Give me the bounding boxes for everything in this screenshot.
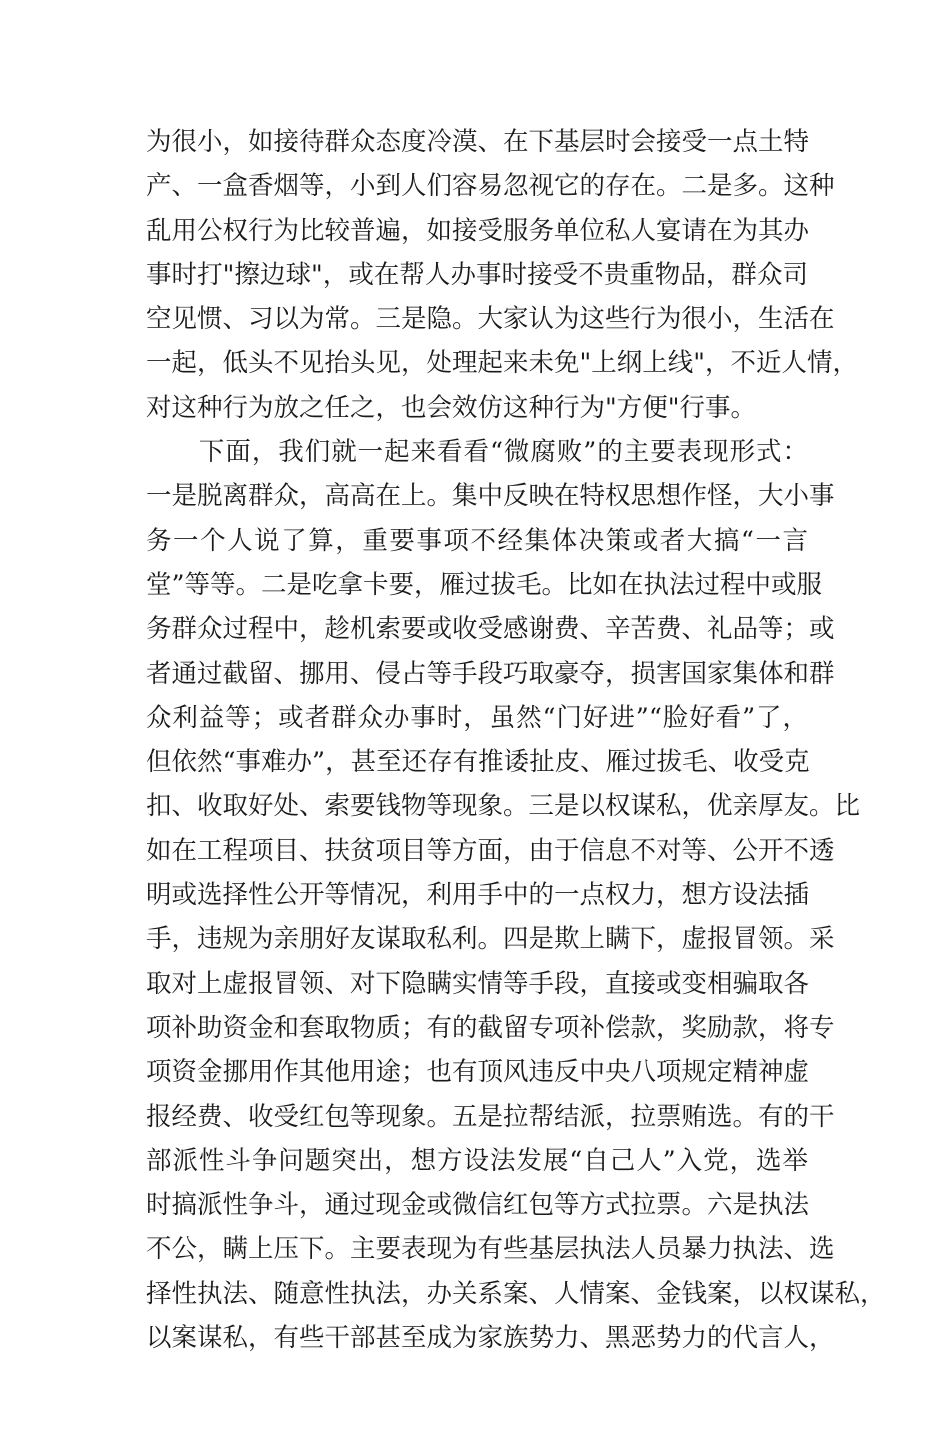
paragraph-1 xyxy=(146,120,858,430)
text-line: 时搞派性争斗，通过现金或微信红包等方式拉票。六是执法 xyxy=(146,1190,810,1221)
text-line: 但依然“事难办”，甚至还存有推诿扯皮、雁过拔毛、收受克 xyxy=(146,747,810,778)
text-line xyxy=(146,1405,808,1449)
text-line: 对这种行为放之任之，也会效仿这种行为"方便"行事。 xyxy=(146,392,756,423)
text-line: 项补助资金和套取物质；有的截留专项补偿款，奖励款，将专 xyxy=(146,1012,835,1043)
text-line: 者通过截留、挪用、侵占等手段巧取豪夺，损害国家集体和群 xyxy=(146,658,835,689)
text-line: 为很小，如接待群众态度冷漠、在下基层时会接受一点土特 xyxy=(146,127,810,157)
text-line: 一起，低头不见抬头见，处理起来未免"上纲上线"，不近人情， xyxy=(146,348,858,379)
text-line: 堂”等等。二是吃拿卡要，雁过拔毛。比如在执法过程中或服 xyxy=(146,569,823,600)
text-line: 报经费、收受红包等现象。五是拉帮结派，拉票贿选。有的干 xyxy=(146,1101,835,1132)
text-line: 以案谋私，有些干部甚至成为家族势力、黑恶势力的代言人， xyxy=(146,1323,835,1354)
text-line: 务群众过程中，趁机索要或收受感谢费、辛苦费、礼品等；或 xyxy=(146,614,835,645)
text-line: 项资金挪用作其他用途；也有顶风违反中央八项规定精神虚 xyxy=(146,1057,810,1088)
text-line: 部派性斗争问题突出，想方设法发展“自己人”入党，选举 xyxy=(146,1145,808,1176)
paragraph-2 xyxy=(146,430,886,1449)
text-line: 择性执法、随意性执法，办关系案、人情案、金钱案，以权谋私， xyxy=(146,1278,886,1309)
text-line: 明或选择性公开等情况，利用手中的一点权力，想方设法插 xyxy=(146,880,810,911)
text-line: 事时打"擦边球"，或在帮人办事时接受不贵重物品，群众司 xyxy=(146,259,808,290)
text-line: 扣、收取好处、索要钱物等现象。三是以权谋私，优亲厚友。比 xyxy=(146,791,861,822)
text-line: 手，违规为亲朋好友谋取私利。四是欺上瞒下，虚报冒领。采 xyxy=(146,924,835,955)
text-line: 一是脱离群众，高高在上。集中反映在特权思想作怪，大小事 xyxy=(146,481,835,512)
text-line: 不公，瞒上压下。主要表现为有些基层执法人员暴力执法、选 xyxy=(146,1234,835,1265)
text-line: 如在工程项目、扶贫项目等方面，由于信息不对等、公开不透 xyxy=(146,835,835,866)
document-body xyxy=(146,120,886,1449)
text-line: 众利益等；或者群众办事时，虽然“门好进”“脸好看”了， xyxy=(146,702,808,733)
text-line: 产、一盒香烟等，小到人们容易忽视它的存在。二是多。这种 xyxy=(146,171,835,202)
text-line: 乱用公权行为比较普遍，如接受服务单位私人宴请在为其办 xyxy=(146,215,810,246)
text-line: 务一个人说了算，重要事项不经集体决策或者大搞“一言 xyxy=(146,525,808,556)
text-line: 空见惯、习以为常。三是隐。大家认为这些行为很小，生活在 xyxy=(146,304,835,335)
text-line: 下面，我们就一起来看看“微腐败”的主要表现形式： xyxy=(146,437,808,468)
text-line xyxy=(146,1360,808,1404)
text-line: 取对上虚报冒领、对下隐瞒实情等手段，直接或变相骗取各 xyxy=(146,968,810,999)
